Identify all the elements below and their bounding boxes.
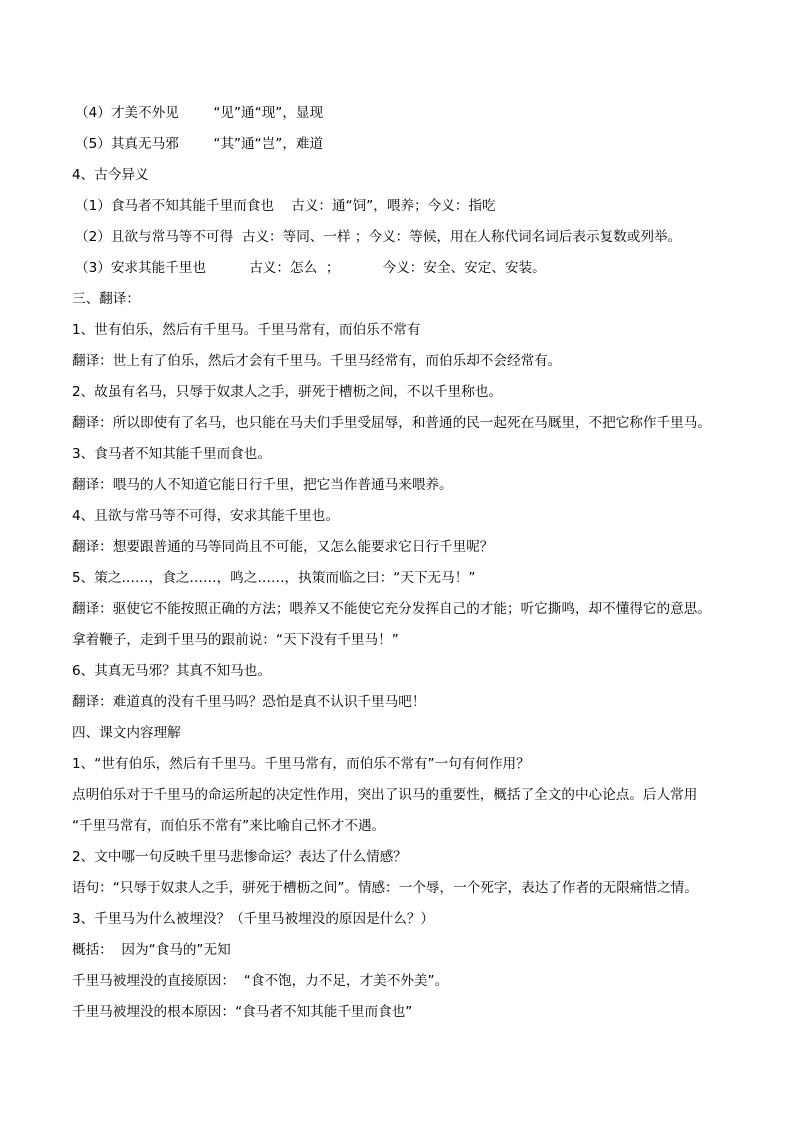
text-line: 拿着鞭子，走到千里马的跟前说：“天下没有千里马！”	[72, 632, 399, 648]
text-line: 千里马被埋没的根本原因：“食马者不知其能千里而食也”	[72, 1004, 413, 1020]
text-line: 概括： 因为“食马的”无知	[72, 942, 231, 958]
text-line: 翻译：喂马的人不知道它能日行千里，把它当作普通马来喂养。	[72, 477, 453, 493]
text-line: （3）安求其能千里也 古义：怎么 ； 今义：安全、安定、安装。	[75, 260, 546, 276]
text-line: “千里马常有，而伯乐不常有”来比喻自己怀才不遇。	[72, 818, 386, 834]
text-line: 1、世有伯乐，然后有千里马。千里马常有，而伯乐不常有	[72, 322, 421, 338]
text-line: （2）且欲与常马等不可得 古义：等同、一样 ；今义：等候，用在人称代词名词后表示复数或列举。	[75, 229, 682, 245]
section-heading: 4、古今异义	[72, 167, 149, 183]
text-line: 点明伯乐对于千里马的命运所起的决定性作用，突出了识马的重要性，概括了全文的中心论点。后人常用	[72, 787, 698, 803]
text-line: 千里马被埋没的直接原因： “食不饱，力不足，才美不外美”。	[72, 973, 449, 989]
text-line: 2、故虽有名马，只辱于奴隶人之手，骈死于槽枥之间，不以千里称也。	[72, 384, 503, 400]
section-heading: 四、课文内容理解	[72, 725, 181, 741]
text-line: 3、千里马为什么被埋没？（千里马被埋没的原因是什么？）	[72, 911, 435, 927]
text-line: 翻译：世上有了伯乐，然后才会有千里马。千里马经常有，而伯乐却不会经常有。	[72, 353, 562, 369]
text-line: 3、食马者不知其能千里而食也。	[72, 446, 271, 462]
text-line: 1、“世有伯乐，然后有千里马。千里马常有，而伯乐不常有”一句有何作用？	[72, 756, 530, 772]
text-line: 2、文中哪一句反映千里马悲惨命运？表达了什么情感？	[72, 849, 407, 865]
text-line: （5）其真无马邪 “其”通“岂”，难道	[75, 136, 324, 152]
text-line: （1）食马者不知其能千里而食也 古义：通“饲”，喂养；今义：指吃	[75, 198, 496, 214]
text-line: 6、其真无马邪？其真不知马也。	[72, 663, 271, 679]
text-line: 5、策之……，食之……，鸣之……，执策而临之曰：“天下无马！”	[72, 570, 476, 586]
text-line: 翻译：难道真的没有千里马吗？恐怕是真不认识千里马吧！	[72, 694, 426, 710]
text-line: 语句：“只辱于奴隶人之手，骈死于槽枥之间”。情感：一个辱，一个死字，表达了作者的无限痛惜之情。	[72, 880, 698, 896]
section-heading: 三、翻译：	[72, 291, 140, 307]
text-line: 4、且欲与常马等不可得，安求其能千里也。	[72, 508, 339, 524]
text-line: 翻译：所以即使有了名马，也只能在马夫们手里受屈辱，和普通的民一起死在马厩里，不把它称作千里马。	[72, 415, 711, 431]
text-line: 翻译：想要跟普通的马等同尚且不可能，又怎么能要求它日行千里呢？	[72, 539, 494, 555]
text-line: 翻译：驱使它不能按照正确的方法；喂养又不能使它充分发挥自己的才能；听它撕鸣，却不懂得它的意思。	[72, 601, 711, 617]
text-line: （4）才美不外见 “见”通“现”，显现	[75, 105, 324, 121]
